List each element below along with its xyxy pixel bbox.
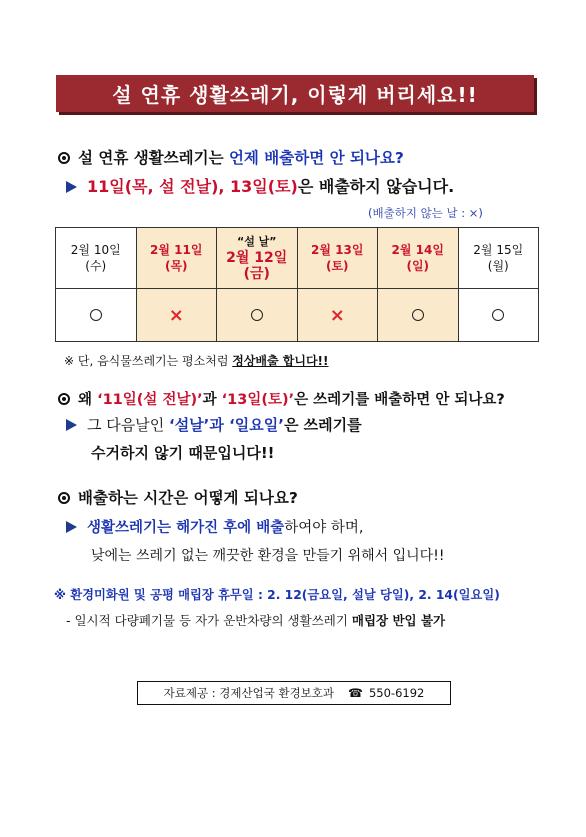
- question-1-prefix: 설 연휴 생활쓰레기는: [78, 149, 229, 167]
- answer-3-line-2: 낮에는 쓰레기 없는 깨끗한 환경을 만들기 위해서 입니다!!: [91, 548, 445, 564]
- legend-note: (배출하지 않는 날 : ×): [368, 206, 483, 220]
- circle-icon: [412, 309, 424, 321]
- question-3: 배출하는 시간은 어떻게 되나요?: [58, 486, 298, 508]
- mark-not-allowed: ×: [297, 289, 378, 342]
- phone-number: 550-6192: [368, 686, 425, 700]
- page-title: 설 연휴 생활쓰레기, 이렇게 버리세요!!: [56, 75, 534, 112]
- answer-2-line-1: 그 다음날인 ‘설날’과 ‘일요일’은 쓰레기를: [66, 414, 362, 435]
- landfill-note: - 일시적 다량폐기물 등 자가 운반차량의 생활쓰레기 매립장 반입 불가: [66, 613, 446, 628]
- mark-allowed: [217, 289, 298, 342]
- arrow-icon: [66, 181, 77, 193]
- calendar-table: [55, 227, 539, 342]
- question-1-emphasis: 언제 배출하면 안 되나요?: [228, 149, 404, 167]
- answer-3-line-1: 생활쓰레기는 해가진 후에 배출하여야 하며,: [66, 516, 364, 537]
- circle-icon: [492, 309, 504, 321]
- calendar-day: 2월 13일 (토): [297, 228, 378, 289]
- circle-icon: [90, 309, 102, 321]
- question-2: 왜 ‘11일(설 전날)’과 ‘13일(토)’은 쓰레기를 배출하면 안 되나요?: [58, 388, 505, 409]
- mark-allowed: [378, 289, 459, 342]
- radio-bullet-icon: [58, 152, 70, 164]
- calendar-day: 2월 10일 (수): [56, 228, 137, 289]
- mark-not-allowed: ×: [136, 289, 217, 342]
- circle-icon: [251, 309, 263, 321]
- arrow-icon: [66, 521, 77, 533]
- phone-icon: ☎: [348, 686, 363, 700]
- answer-1-rest: 은 배출하지 않습니다.: [297, 177, 455, 196]
- source-box: [137, 681, 451, 705]
- answer-2-line-2: 수거하지 않기 때문입니다!!: [91, 444, 275, 462]
- calendar-day: 2월 14일 (일): [378, 228, 459, 289]
- answer-1-dates: 11일(목, 설 전날), 13일(토): [87, 177, 298, 196]
- answer-1: [66, 174, 454, 197]
- calendar-day: 2월 15일 (월): [458, 228, 539, 289]
- calendar-day-seollal: “설 날” 2월 12일 (금): [217, 228, 298, 289]
- holiday-note: ※ 환경미화원 및 공평 매립장 휴무일 : 2. 12(금요일, 설날 당일), 2. 14(일요일): [54, 588, 500, 602]
- calendar-day: 2월 11일 (목): [136, 228, 217, 289]
- mark-allowed: [458, 289, 539, 342]
- calendar-date-row: [56, 228, 539, 289]
- question-1: [58, 146, 404, 168]
- calendar-mark-row: [56, 289, 539, 342]
- radio-bullet-icon: [58, 492, 70, 504]
- mark-allowed: [56, 289, 137, 342]
- food-waste-note: ※ 단, 음식물쓰레기는 평소처럼 정상배출 합니다!!: [64, 354, 329, 368]
- source-text: 자료제공 : 경제산업국 환경보호과: [163, 686, 335, 700]
- arrow-icon: [66, 419, 77, 431]
- radio-bullet-icon: [58, 393, 70, 405]
